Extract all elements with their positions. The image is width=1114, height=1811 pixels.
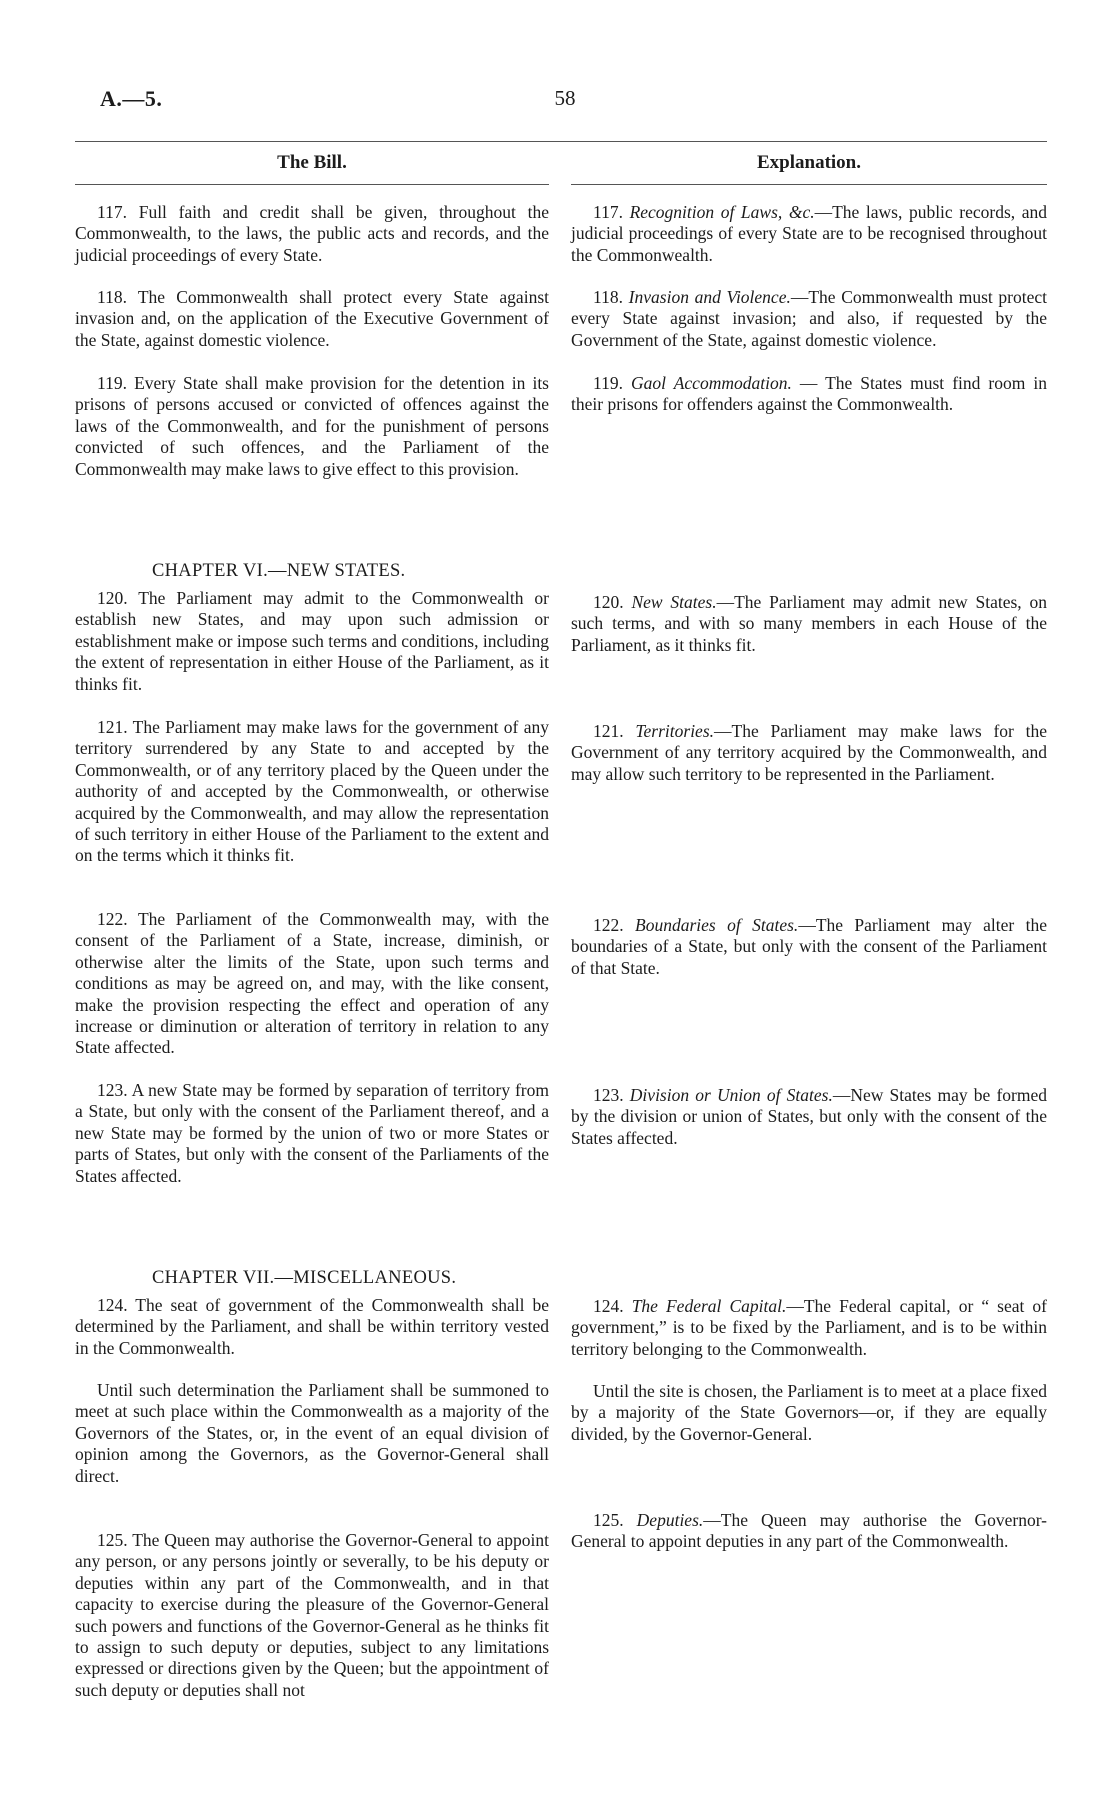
bill-section-122: 122. The Parliament of the Commonwealth may, with the consent of the Parliament of a State, increase, diminish, or otherwise alter the limits of the State, upon such terms and conditions as may be agreed on, and may, with the like consent, make the provision respecting the effect and operation of any increase or diminution or alteration of territory in relation to any State affected. bbox=[75, 909, 549, 1058]
bill-column-heading: The Bill. bbox=[277, 152, 347, 173]
bill-section-117: 117. Full faith and credit shall be given, throughout the Commonwealth, to the laws, the public acts and records, and the judicial proceedings of every State. bbox=[75, 202, 549, 265]
explanation-121: 121. Territories.—The Parliament may make laws for the Government of any territory acquired by the Commonwealth, and may allow such territory to be represented in the Parliament. bbox=[571, 721, 1048, 784]
document-reference: A.—5. bbox=[100, 86, 163, 111]
explanation-122: 122. Boundaries of States.—The Parliament may alter the boundaries of a State, but only with the consent of the Parliament of that State. bbox=[571, 915, 1048, 978]
bill-section-120: 120. The Parliament may admit to the Commonwealth or establish new States, and may upon such admission or establishment make or impose such terms and conditions, including the extent of representation in either House of the Parliament, as it thinks fit. bbox=[75, 588, 549, 694]
bill-section-124-continued: Until such determination the Parliament shall be summoned to meet at such place within the Commonwealth as a majority of the Governors of the States, or, in the event of an equal division of opinion among the Governors, as the Governor-General shall direct. bbox=[75, 1380, 549, 1486]
bill-section-125: 125. The Queen may authorise the Governor-General to appoint any person, or any persons jointly or severally, to be his deputy or deputies within any part of the Commonwealth, and in that capacity to exercise during the pleasure of the Governor-General such powers and functions of the Governor-General as he thinks fit to assign to such deputy or deputies, subject to any limitations expressed or directions given by the Queen; but the appointment of such deputy or deputies shall not bbox=[75, 1530, 549, 1700]
bill-section-118: 118. The Commonwealth shall protect every State against invasion and, on the application of the Executive Government of the State, against domestic violence. bbox=[75, 287, 549, 350]
bill-section-119: 119. Every State shall make provision for the detention in its prisons of persons accused or convicted of offences against the laws of the Commonwealth, and for the punishment of persons convicted of such offences, and the Parliament of the Commonwealth may make laws to give effect to this provision. bbox=[75, 373, 549, 479]
explanation-column-heading: Explanation. bbox=[756, 152, 861, 173]
header-rule bbox=[75, 141, 1047, 142]
explanation-124-continued: Until the site is chosen, the Parliament is to meet at a place fixed by a majority of the State Governors—or, if they are equally divided, by the Governor-General. bbox=[571, 1381, 1047, 1444]
explanation-125: 125. Deputies.—The Queen may authorise the Governor-General to appoint deputies in any part of the Commonwealth. bbox=[571, 1510, 1048, 1552]
page-number: 58 bbox=[554, 86, 576, 110]
explanation-heading-rule bbox=[571, 184, 1047, 185]
chapter-6-heading: CHAPTER VI.—NEW STATES. bbox=[152, 561, 406, 581]
explanation-118: 118. Invasion and Violence.—The Commonwealth must protect every State against invasion; and also, if requested by the Government of the State, against domestic violence. bbox=[571, 287, 1048, 350]
bill-section-124: 124. The seat of government of the Commonwealth shall be determined by the Parliament, and shall be within territory vested in the Commonwealth. bbox=[75, 1295, 549, 1358]
explanation-124: 124. The Federal Capital.—The Federal capital, or “ seat of government,” is to be fixed by the Parliament, and is to be within territory belonging to the Commonwealth. bbox=[571, 1296, 1048, 1359]
bill-heading-rule bbox=[75, 184, 549, 185]
explanation-123: 123. Division or Union of States.—New States may be formed by the division or union of States, but only with the consent of the States affected. bbox=[571, 1085, 1048, 1148]
bill-section-123: 123. A new State may be formed by separation of territory from a State, but only with the consent of the Parliament thereof, and a new State may be formed by the union of two or more States or parts of States, but only with the consent of the Parliaments of the States affected. bbox=[75, 1080, 549, 1186]
explanation-119: 119. Gaol Accommodation. — The States must find room in their prisons for offenders against the Commonwealth. bbox=[571, 373, 1047, 415]
bill-section-121: 121. The Parliament may make laws for the government of any territory surrendered by any State to and accepted by the Commonwealth, or of any territory placed by the Queen under the authority of and accepted by the Commonwealth, or otherwise acquired by the Commonwealth, and may allow the representation of such territory in either House of the Parliament to the extent and on the terms which it thinks fit. bbox=[75, 717, 549, 866]
explanation-117: 117. Recognition of Laws, &c.—The laws, public records, and judicial proceedings of every State are to be recognised throughout the Commonwealth. bbox=[571, 202, 1047, 265]
chapter-7-heading: CHAPTER VII.—MISCELLANEOUS. bbox=[152, 1268, 457, 1288]
explanation-120: 120. New States.—The Parliament may admit new States, on such terms, and with so many members in each House of the Parliament, as it thinks fit. bbox=[571, 592, 1047, 655]
